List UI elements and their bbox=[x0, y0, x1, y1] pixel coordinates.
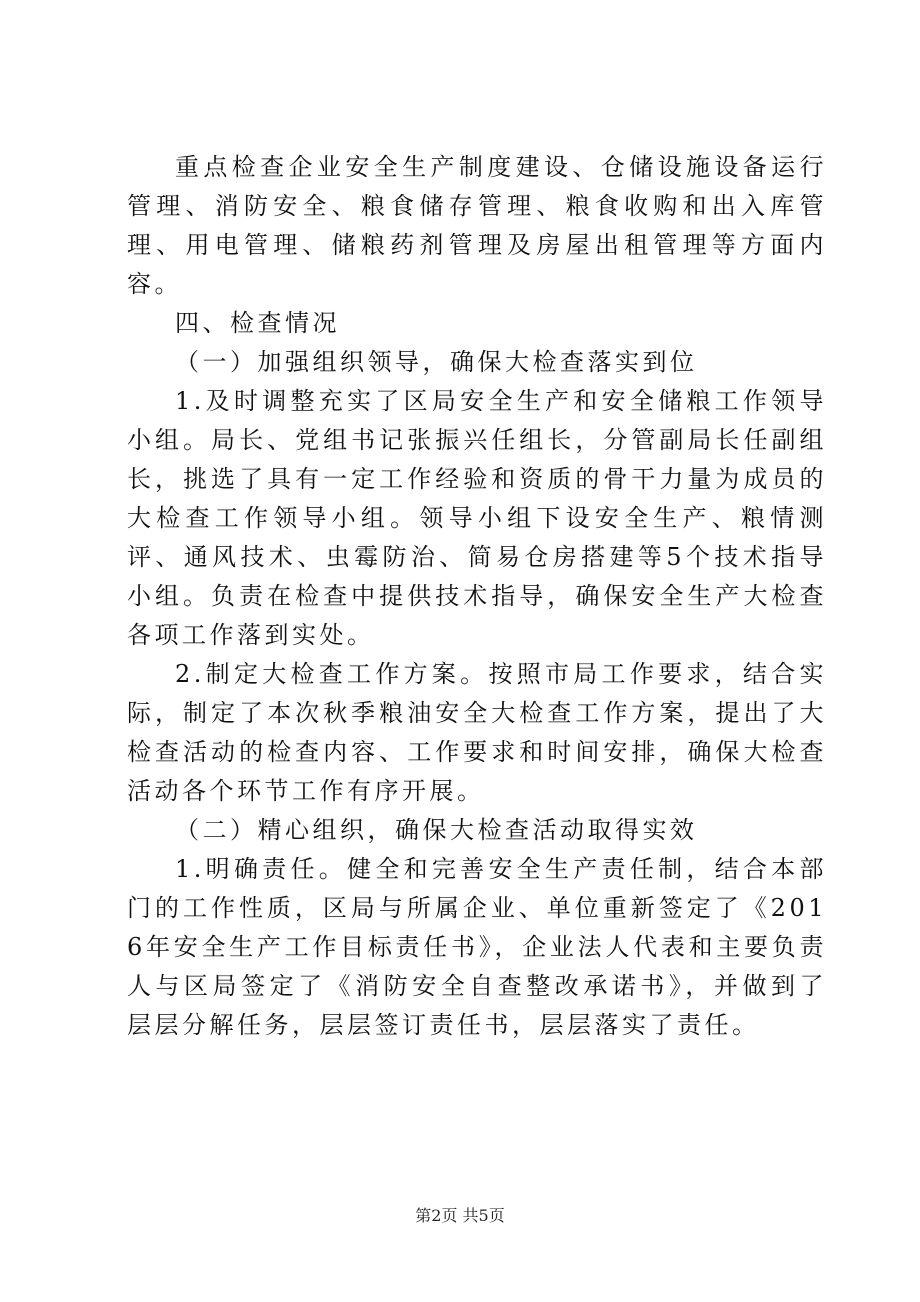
section-heading-inspection-status: 四、检查情况 bbox=[175, 309, 340, 337]
paragraph-leadership-group: 1.及时调整充实了区局安全生产和安全储粮工作领导小组。局长、党组书记张振兴任组长，分管副局长任副组长，挑选了具有一定工作经验和资质的骨干力量为成员的大检查工作领导小组。领导小组下设安全生产、粮情测评、通风技术、虫霉防治、简易仓房搭建等5个技术指导小组。负责在检查中提供技术指导，确保安全生产大检查各项工作落到实处。 bbox=[127, 387, 827, 649]
subsection-heading-leadership: （一）加强组织领导，确保大检查落实到位 bbox=[175, 348, 698, 376]
document-body bbox=[127, 148, 827, 1045]
paragraph-inspection-scope: 重点检查企业安全生产制度建设、仓储设施设备运行管理、消防安全、粮食储存管理、粮食收购和出入库管理、用电管理、储粮药剂管理及房屋出租管理等方面内容。 bbox=[127, 153, 827, 298]
page-number-footer: 第2页 共5页 bbox=[415, 1206, 505, 1225]
paragraph-work-plan: 2.制定大检查工作方案。按照市局工作要求，结合实际，制定了本次秋季粮油安全大检查工作方案，提出了大检查活动的检查内容、工作要求和时间安排，确保大检查活动各个环节工作有序开展。 bbox=[127, 660, 827, 805]
paragraph-responsibility: 1.明确责任。健全和完善安全生产责任制，结合本部门的工作性质，区局与所属企业、单位重新签定了《2016年安全生产工作目标责任书》，企业法人代表和主要负责人与区局签定了《消防安全自查整改承诺书》，并做到了层层分解任务，层层签订责任书，层层落实了责任。 bbox=[127, 855, 827, 1039]
subsection-heading-organization: （二）精心组织，确保大检查活动取得实效 bbox=[175, 816, 698, 844]
